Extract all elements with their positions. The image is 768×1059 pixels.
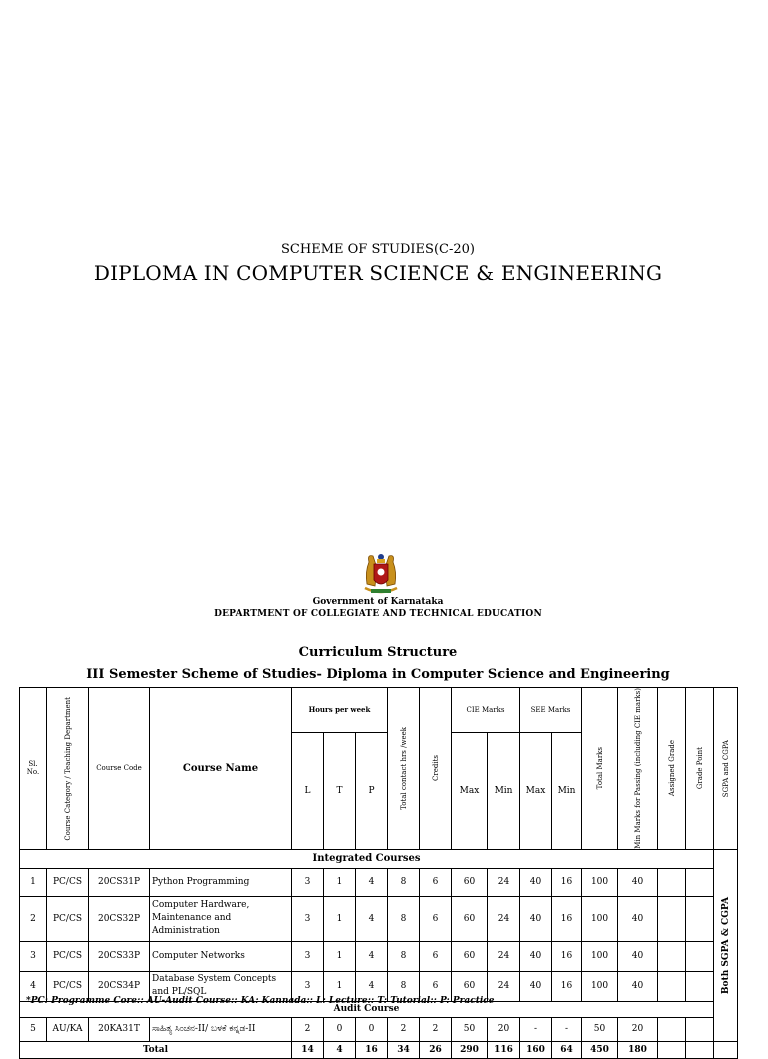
side-label: Both SGPA & CGPA	[714, 849, 738, 1041]
section-integrated: Integrated Courses	[20, 849, 714, 868]
col-see-max: Max	[520, 732, 552, 849]
table-row: 2 PC/CS 20CS32P Computer Hardware, Maintenance and Administration 3 1 4 8 6 60 24 40 16 100 40	[20, 896, 738, 941]
col-code: Course Code	[89, 688, 150, 850]
col-hours: Hours per week	[292, 688, 388, 733]
col-grade: Assigned Grade	[658, 688, 686, 850]
karnataka-emblem-icon	[355, 548, 407, 598]
col-p: P	[356, 732, 388, 849]
table-row: 4 PC/CS 20CS34P Database System Concepts and PL/SQL 3 1 4 8 6 60 24 40 16 100 40	[20, 971, 738, 1001]
col-contact: Total contact hrs /week	[388, 688, 420, 850]
col-category: Course Category / Teaching Department	[47, 688, 89, 850]
section-audit: Audit Course	[20, 1001, 714, 1017]
government-label: Government of Karnataka	[312, 597, 444, 607]
col-grade-point: Grade Point	[686, 688, 714, 850]
col-see: SEE Marks	[520, 688, 582, 733]
semester-heading: III Semester Scheme of Studies- Diploma in Computer Science and Engineering	[86, 667, 670, 682]
col-total-marks: Total Marks	[582, 688, 618, 850]
col-credits: Credits	[420, 688, 452, 850]
col-l: L	[292, 732, 324, 849]
col-t: T	[324, 732, 356, 849]
col-sl: Sl. No.	[20, 688, 47, 850]
totals-row: Total 14 4 16 34 26 290 116 160 64 450 180	[20, 1041, 738, 1058]
col-cie: CIE Marks	[452, 688, 520, 733]
table-row: 5 AU/KA 20KA31T ಸಾಹಿತ್ಯ ಸಿಂಚನ-II/ ಬಳಕೆ ಕನ್ನಡ-II 2 0 0 2 2 50 20 - - 50 20	[20, 1017, 738, 1041]
col-cie-min: Min	[488, 732, 520, 849]
scheme-title: SCHEME OF STUDIES(C-20)	[281, 242, 475, 257]
col-sgpa: SGPA and CGPA	[714, 688, 738, 850]
col-see-min: Min	[552, 732, 582, 849]
col-cie-max: Max	[452, 732, 488, 849]
diploma-title: DIPLOMA IN COMPUTER SCIENCE & ENGINEERING	[93, 261, 663, 285]
footnote: *PC: Programme Core:: AU-Audit Course:: KA: Kannada:: L: Lecture:: T: Tutorial:: P: Practice	[26, 996, 495, 1006]
table-row: 1 PC/CS 20CS31P Python Programming 3 1 4 8 6 60 24 40 16 100 40	[20, 868, 738, 896]
col-name: Course Name	[150, 688, 292, 850]
curriculum-heading: Curriculum Structure	[298, 645, 458, 660]
department-label: DEPARTMENT OF COLLEGIATE AND TECHNICAL EDUCATION	[214, 609, 542, 619]
table-row: 3 PC/CS 20CS33P Computer Networks 3 1 4 8 6 60 24 40 16 100 40	[20, 941, 738, 971]
col-min-pass: Min Marks for Passing (including CIE marks)	[618, 688, 658, 850]
